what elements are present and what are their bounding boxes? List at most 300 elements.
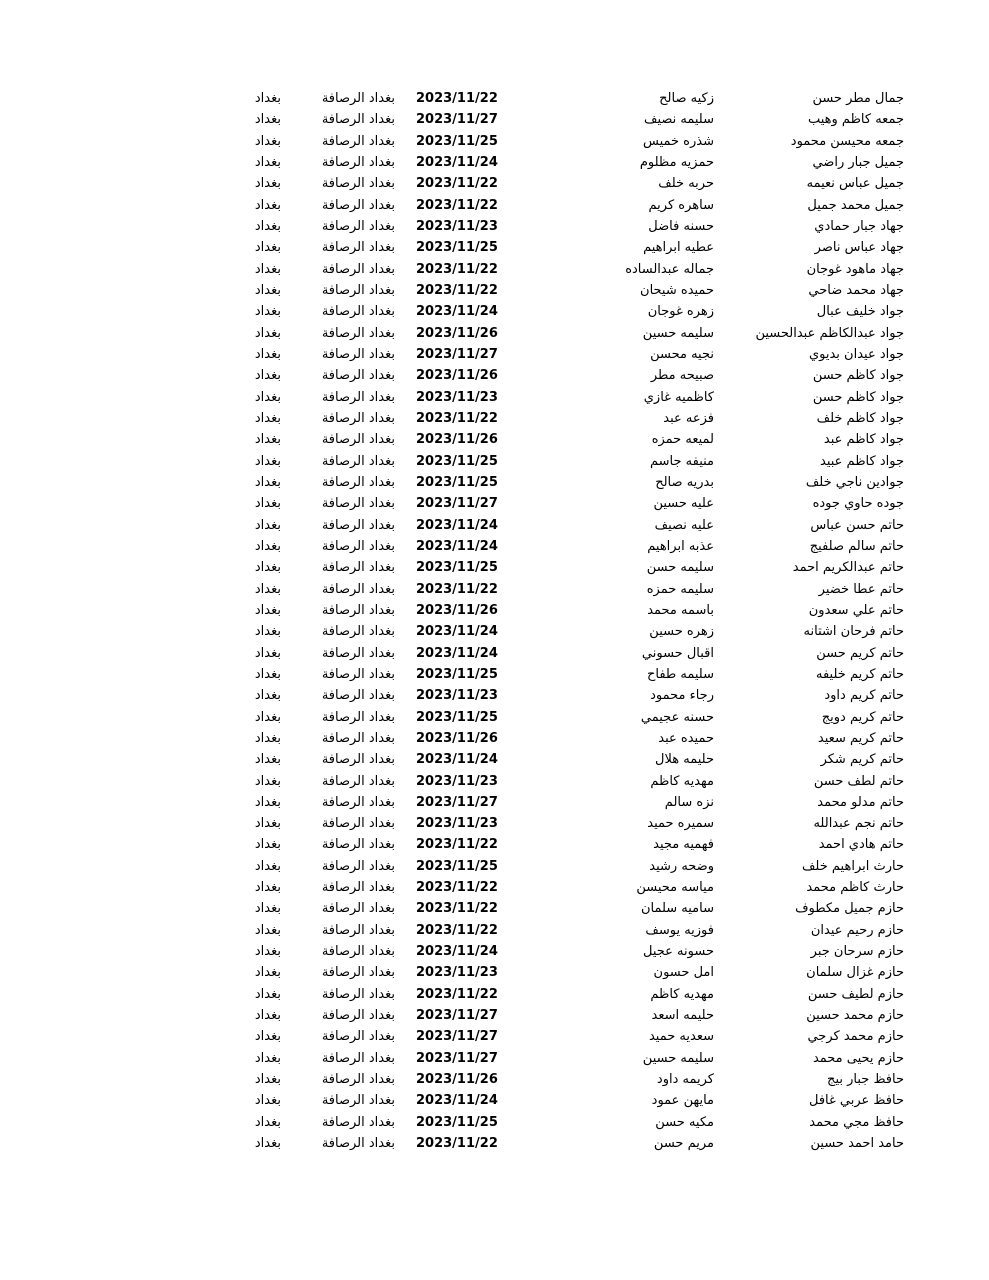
person-name: حاتم كريم داود (824, 688, 904, 704)
record-date: 2023/11/24 (416, 154, 498, 170)
record-row (0, 685, 989, 706)
mother-name: عذبه ابراهيم (647, 538, 714, 554)
record-date: 2023/11/24 (416, 645, 498, 661)
mother-name: حميده شيحان (640, 282, 714, 298)
record-date: 2023/11/22 (416, 986, 498, 1002)
area-name: بغداد الرصافة (321, 91, 395, 106)
person-name: حارث ابراهيم خلف (801, 858, 904, 874)
record-date: 2023/11/23 (416, 773, 498, 789)
city-name: بغداد (254, 240, 281, 256)
mother-name: عليه نصيف (654, 517, 714, 533)
record-date: 2023/11/22 (416, 901, 498, 917)
city-name: بغداد (254, 517, 281, 533)
person-name: حاتم علي سعدون (808, 602, 904, 618)
city-name: بغداد (254, 432, 281, 448)
city-name: بغداد (254, 858, 281, 874)
city-name: بغداد (254, 816, 281, 832)
record-date: 2023/11/22 (416, 197, 498, 213)
area-name: بغداد الرصافة (321, 709, 395, 725)
person-name: جواد كاظم خلف (816, 410, 904, 426)
record-row (0, 643, 989, 664)
record-row (0, 728, 989, 749)
city-name: بغداد (254, 730, 281, 746)
record-date: 2023/11/25 (416, 560, 498, 576)
area-name: بغداد الرصافة (321, 1072, 395, 1088)
person-name: حازم لطيف حسن (807, 986, 904, 1002)
record-date: 2023/11/24 (416, 944, 498, 960)
area-name: بغداد الرصافة (321, 730, 395, 746)
city-name: بغداد (254, 965, 281, 981)
record-row (0, 1133, 989, 1154)
record-row (0, 1026, 989, 1047)
city-name: بغداد (254, 709, 281, 725)
person-name: حاتم كريم دويج (821, 709, 904, 725)
mother-name: بدريه صالح (655, 474, 714, 490)
area-name: بغداد الرصافة (321, 773, 395, 789)
person-name: حازم جميل مكطوف (795, 901, 904, 917)
area-name: بغداد الرصافة (321, 1008, 395, 1024)
area-name: بغداد الرصافة (321, 1114, 395, 1130)
mother-name: امل حسون (653, 965, 714, 981)
city-name: بغداد (254, 1136, 281, 1152)
person-name: جواد كاظم حسن (812, 368, 904, 384)
person-name: جواد كاظم حسن (812, 389, 904, 405)
person-name: حاتم كريم خليفه (816, 666, 904, 682)
record-row (0, 173, 989, 194)
record-date: 2023/11/24 (416, 752, 498, 768)
area-name: بغداد الرصافة (321, 858, 395, 874)
person-name: جمعه محيسن محمود (790, 133, 904, 149)
area-name: بغداد الرصافة (321, 112, 395, 128)
area-name: بغداد الرصافة (321, 282, 395, 298)
record-date: 2023/11/25 (416, 709, 498, 725)
person-name: حافظ عربي غافل (808, 1093, 904, 1109)
record-date: 2023/11/23 (416, 218, 498, 234)
city-name: بغداد (254, 624, 281, 640)
city-name: بغداد (254, 773, 281, 789)
area-name: بغداد الرصافة (321, 240, 395, 256)
record-date: 2023/11/22 (416, 1136, 498, 1152)
area-name: بغداد الرصافة (321, 176, 395, 192)
area-name: بغداد الرصافة (321, 837, 395, 853)
record-date: 2023/11/25 (416, 453, 498, 469)
mother-name: حسنه عجيمي (640, 709, 714, 725)
record-date: 2023/11/27 (416, 1050, 498, 1066)
area-name: بغداد الرصافة (321, 688, 395, 704)
record-date: 2023/11/26 (416, 730, 498, 746)
city-name: بغداد (254, 922, 281, 938)
city-name: بغداد (254, 944, 281, 960)
record-row (0, 856, 989, 877)
area-name: بغداد الرصافة (321, 1093, 395, 1109)
record-date: 2023/11/26 (416, 602, 498, 618)
city-name: بغداد (254, 496, 281, 512)
record-row (0, 323, 989, 344)
city-name: بغداد (254, 410, 281, 426)
person-name: حازم غزال سلمان (806, 965, 904, 981)
person-name: جميل عباس نعيمه (806, 176, 904, 192)
mother-name: اقبال حسوني (641, 645, 714, 661)
area-name: بغداد الرصافة (321, 922, 395, 938)
person-name: حاتم سالم صلفيج (809, 538, 904, 554)
mother-name: ساميه سلمان (640, 901, 714, 917)
person-name: حاتم كريم شكر (820, 752, 904, 768)
record-date: 2023/11/22 (416, 282, 498, 298)
mother-name: سليمه نصيف (643, 112, 714, 128)
city-name: بغداد (254, 154, 281, 170)
record-row (0, 301, 989, 322)
area-name: بغداد الرصافة (321, 602, 395, 618)
mother-name: حميده عبد (658, 730, 714, 746)
record-row (0, 429, 989, 450)
mother-name: جماله عبدالساده (625, 261, 714, 277)
city-name: بغداد (254, 176, 281, 192)
record-date: 2023/11/22 (416, 581, 498, 597)
mother-name: لميعه حمزه (651, 432, 714, 448)
record-row (0, 109, 989, 130)
person-name: جواد كاظم عبيد (820, 453, 904, 469)
mother-name: زكيه صالح (659, 91, 714, 106)
area-name: بغداد الرصافة (321, 752, 395, 768)
mother-name: حمزيه مظلوم (639, 154, 714, 170)
record-row (0, 771, 989, 792)
record-date: 2023/11/26 (416, 1072, 498, 1088)
area-name: بغداد الرصافة (321, 645, 395, 661)
mother-name: حليمه اسعد (651, 1008, 714, 1024)
record-row (0, 88, 989, 109)
city-name: بغداد (254, 368, 281, 384)
city-name: بغداد (254, 112, 281, 128)
record-row (0, 365, 989, 386)
mother-name: سعديه حميد (648, 1029, 714, 1045)
city-name: بغداد (254, 688, 281, 704)
mother-name: زهره غوجان (647, 304, 714, 320)
mother-name: سليمه طفاح (646, 666, 714, 682)
record-row (0, 152, 989, 173)
record-row (0, 813, 989, 834)
record-row (0, 195, 989, 216)
person-name: حاتم حسن عباس (810, 517, 904, 533)
city-name: بغداد (254, 880, 281, 896)
area-name: بغداد الرصافة (321, 496, 395, 512)
person-name: جهاد عباس ناصر (814, 240, 904, 256)
city-name: بغداد (254, 261, 281, 277)
city-name: بغداد (254, 453, 281, 469)
mother-name: سليمه حسين (642, 325, 714, 341)
city-name: بغداد (254, 197, 281, 213)
city-name: بغداد (254, 474, 281, 490)
record-date: 2023/11/27 (416, 496, 498, 512)
city-name: بغداد (254, 282, 281, 298)
record-date: 2023/11/22 (416, 922, 498, 938)
record-date: 2023/11/24 (416, 1093, 498, 1109)
city-name: بغداد (254, 218, 281, 234)
record-row (0, 408, 989, 429)
area-name: بغداد الرصافة (321, 304, 395, 320)
record-date: 2023/11/24 (416, 624, 498, 640)
record-row (0, 1112, 989, 1133)
city-name: بغداد (254, 752, 281, 768)
area-name: بغداد الرصافة (321, 218, 395, 234)
mother-name: حسونه عجيل (643, 944, 714, 960)
mother-name: مكيه حسن (655, 1114, 714, 1130)
person-name: حافظ جبار بيج (827, 1072, 904, 1088)
record-row (0, 920, 989, 941)
city-name: بغداد (254, 1072, 281, 1088)
area-name: بغداد الرصافة (321, 624, 395, 640)
city-name: بغداد (254, 986, 281, 1002)
city-name: بغداد (254, 538, 281, 554)
mother-name: وضحه رشيد (649, 858, 714, 874)
city-name: بغداد (254, 1050, 281, 1066)
record-row (0, 1069, 989, 1090)
person-name: حاتم هادي احمد (818, 837, 904, 853)
city-name: بغداد (254, 837, 281, 853)
record-date: 2023/11/26 (416, 368, 498, 384)
record-date: 2023/11/22 (416, 176, 498, 192)
record-date: 2023/11/23 (416, 688, 498, 704)
mother-name: سليمه حسين (642, 1050, 714, 1066)
area-name: بغداد الرصافة (321, 1136, 395, 1152)
record-row (0, 962, 989, 983)
person-name: جواد كاظم عبد (823, 432, 904, 448)
city-name: بغداد (254, 1114, 281, 1130)
mother-name: كريمه داود (656, 1072, 714, 1088)
city-name: بغداد (254, 1008, 281, 1024)
mother-name: مريم حسن (653, 1136, 714, 1152)
person-name: حامد احمد حسين (810, 1136, 904, 1152)
area-name: بغداد الرصافة (321, 346, 395, 362)
city-name: بغداد (254, 645, 281, 661)
person-name: حاتم كريم سعيد (817, 730, 904, 746)
mother-name: عطيه ابراهيم (643, 240, 714, 256)
record-row (0, 664, 989, 685)
person-name: حافظ مجي محمد (809, 1114, 904, 1130)
area-name: بغداد الرصافة (321, 368, 395, 384)
city-name: بغداد (254, 560, 281, 576)
record-date: 2023/11/23 (416, 965, 498, 981)
record-row (0, 493, 989, 514)
person-name: حاتم مدلو محمد (817, 794, 904, 810)
city-name: بغداد (254, 602, 281, 618)
person-name: حاتم كريم حسن (816, 645, 904, 661)
record-date: 2023/11/23 (416, 389, 498, 405)
area-name: بغداد الرصافة (321, 154, 395, 170)
person-name: جواد عبدالكاظم عبدالحسين (755, 325, 904, 341)
record-row (0, 941, 989, 962)
area-name: بغداد الرصافة (321, 1050, 395, 1066)
mother-name: مهديه كاظم (650, 986, 714, 1002)
record-date: 2023/11/27 (416, 346, 498, 362)
mother-name: رجاء محمود (650, 688, 714, 704)
person-name: جوده حاوي جوده (812, 496, 904, 512)
area-name: بغداد الرصافة (321, 666, 395, 682)
person-name: حاتم عبدالكريم احمد (792, 560, 904, 576)
area-name: بغداد الرصافة (321, 901, 395, 917)
mother-name: سميره حميد (647, 816, 714, 832)
area-name: بغداد الرصافة (321, 517, 395, 533)
area-name: بغداد الرصافة (321, 538, 395, 554)
record-row (0, 216, 989, 237)
mother-name: فوزيه يوسف (645, 922, 714, 938)
record-row (0, 131, 989, 152)
person-name: حازم سرحان جبر (810, 944, 904, 960)
city-name: بغداد (254, 1029, 281, 1045)
person-name: جميل جبار راضي (812, 154, 904, 170)
area-name: بغداد الرصافة (321, 474, 395, 490)
person-name: جوادين ناجي خلف (805, 474, 904, 490)
city-name: بغداد (254, 1093, 281, 1109)
person-name: جمال مطر حسن (812, 91, 904, 106)
area-name: بغداد الرصافة (321, 133, 395, 149)
record-date: 2023/11/24 (416, 304, 498, 320)
mother-name: باسمه محمد (647, 602, 714, 618)
record-row (0, 1005, 989, 1026)
record-date: 2023/11/24 (416, 538, 498, 554)
record-date: 2023/11/27 (416, 1029, 498, 1045)
record-row (0, 898, 989, 919)
mother-name: فزعه عبد (663, 410, 714, 426)
area-name: بغداد الرصافة (321, 880, 395, 896)
person-name: حازم محمد حسين (806, 1008, 904, 1024)
person-name: جواد عيدان بديوي (808, 346, 904, 362)
area-name: بغداد الرصافة (321, 453, 395, 469)
record-date: 2023/11/25 (416, 1114, 498, 1130)
mother-name: حسنه فاضل (648, 218, 714, 234)
area-name: بغداد الرصافة (321, 794, 395, 810)
area-name: بغداد الرصافة (321, 389, 395, 405)
record-date: 2023/11/27 (416, 112, 498, 128)
area-name: بغداد الرصافة (321, 560, 395, 576)
record-date: 2023/11/22 (416, 261, 498, 277)
city-name: بغداد (254, 581, 281, 597)
person-name: جميل محمد جميل (807, 197, 904, 213)
mother-name: صبيحه مطر (650, 368, 714, 384)
mother-name: حليمه هلال (655, 752, 714, 768)
area-name: بغداد الرصافة (321, 816, 395, 832)
person-name: حازم يحيى محمد (812, 1050, 904, 1066)
record-date: 2023/11/27 (416, 794, 498, 810)
record-row (0, 621, 989, 642)
area-name: بغداد الرصافة (321, 432, 395, 448)
record-date: 2023/11/22 (416, 837, 498, 853)
area-name: بغداد الرصافة (321, 944, 395, 960)
person-name: حازم محمد كرجي (807, 1029, 904, 1045)
record-date: 2023/11/26 (416, 325, 498, 341)
record-row (0, 344, 989, 365)
area-name: بغداد الرصافة (321, 197, 395, 213)
record-row (0, 280, 989, 301)
area-name: بغداد الرصافة (321, 261, 395, 277)
mother-name: مايهن عمود (651, 1093, 714, 1109)
mother-name: زهره حسين (649, 624, 714, 640)
city-name: بغداد (254, 389, 281, 405)
record-row (0, 877, 989, 898)
mother-name: مهديه كاظم (650, 773, 714, 789)
area-name: بغداد الرصافة (321, 965, 395, 981)
mother-name: منيفه جاسم (649, 453, 714, 469)
city-name: بغداد (254, 794, 281, 810)
record-date: 2023/11/22 (416, 410, 498, 426)
record-date: 2023/11/25 (416, 133, 498, 149)
record-date: 2023/11/23 (416, 816, 498, 832)
record-row (0, 451, 989, 472)
record-row (0, 259, 989, 280)
area-name: بغداد الرصافة (321, 325, 395, 341)
record-date: 2023/11/25 (416, 474, 498, 490)
mother-name: سليمه حسن (646, 560, 714, 576)
city-name: بغداد (254, 325, 281, 341)
person-name: حازم رحيم عيدان (810, 922, 904, 938)
person-name: حاتم نجم عبدالله (813, 816, 904, 832)
record-row (0, 707, 989, 728)
mother-name: نزه سالم (664, 794, 714, 810)
person-name: حاتم لطف حسن (813, 773, 904, 789)
area-name: بغداد الرصافة (321, 410, 395, 426)
mother-name: شذره خميس (643, 133, 714, 149)
record-row (0, 536, 989, 557)
record-date: 2023/11/25 (416, 858, 498, 874)
city-name: بغداد (254, 133, 281, 149)
record-row (0, 749, 989, 770)
records-list (0, 88, 989, 1154)
record-date: 2023/11/25 (416, 240, 498, 256)
mother-name: سليمه حمزه (646, 581, 714, 597)
person-name: جمعه كاظم وهيب (807, 112, 904, 128)
person-name: جهاد محمد ضاحي (808, 282, 904, 298)
person-name: جواد خليف عبال (816, 304, 904, 320)
record-row (0, 237, 989, 258)
record-row (0, 387, 989, 408)
record-row (0, 834, 989, 855)
record-date: 2023/11/22 (416, 91, 498, 106)
area-name: بغداد الرصافة (321, 581, 395, 597)
person-name: جهاد جبار حمادي (814, 218, 904, 234)
person-name: حارث كاظم محمد (806, 880, 904, 896)
city-name: بغداد (254, 666, 281, 682)
record-date: 2023/11/26 (416, 432, 498, 448)
record-row (0, 557, 989, 578)
mother-name: نجيه محسن (650, 346, 714, 362)
record-date: 2023/11/22 (416, 880, 498, 896)
mother-name: كاظميه غازي (643, 389, 714, 405)
mother-name: مياسه محيسن (636, 880, 714, 896)
record-row (0, 1048, 989, 1069)
city-name: بغداد (254, 901, 281, 917)
mother-name: حربه خلف (658, 176, 714, 192)
record-date: 2023/11/27 (416, 1008, 498, 1024)
record-row (0, 984, 989, 1005)
mother-name: فهميه مجيد (653, 837, 714, 853)
city-name: بغداد (254, 346, 281, 362)
person-name: جهاد ماهود غوجان (806, 261, 904, 277)
mother-name: ساهره كريم (648, 197, 714, 213)
city-name: بغداد (254, 91, 281, 106)
person-name: حاتم عطا خضير (818, 581, 904, 597)
mother-name: عليه حسين (653, 496, 714, 512)
record-date: 2023/11/24 (416, 517, 498, 533)
area-name: بغداد الرصافة (321, 986, 395, 1002)
person-name: حاتم فرحان اشتانه (803, 624, 904, 640)
record-row (0, 579, 989, 600)
record-date: 2023/11/25 (416, 666, 498, 682)
record-row (0, 472, 989, 493)
record-row (0, 515, 989, 536)
record-row (0, 1090, 989, 1111)
record-row (0, 792, 989, 813)
record-row (0, 600, 989, 621)
city-name: بغداد (254, 304, 281, 320)
